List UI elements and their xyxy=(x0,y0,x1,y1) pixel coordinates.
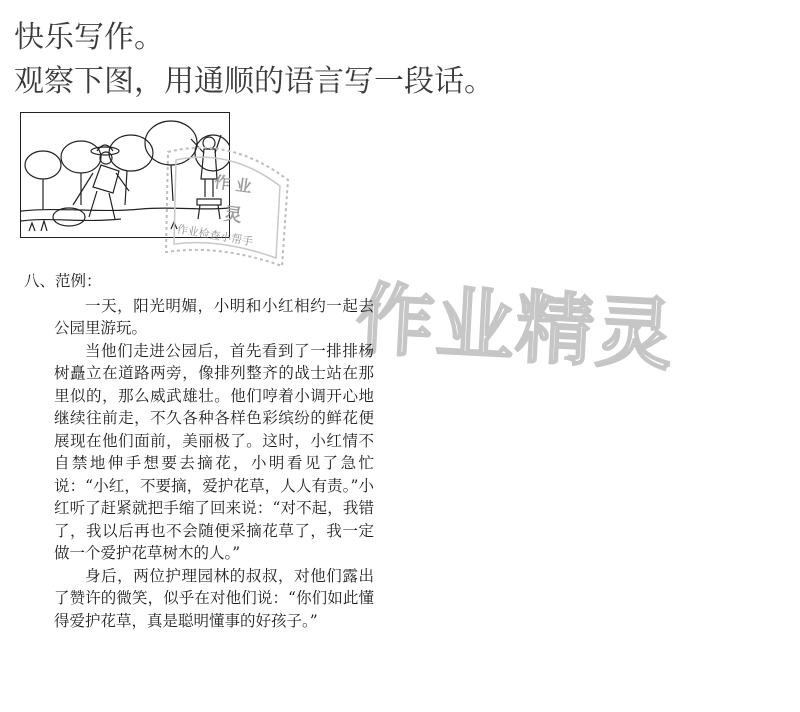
watermark-stamp xyxy=(160,140,296,268)
answer-paragraph-3: 身后，两位护理园林的叔叔，对他们露出了赞许的微笑，似乎在对他们说：“你们如此懂得爱护花草，真是聪明懂事的好孩子。” xyxy=(54,566,374,630)
answer-paragraph-2: 当他们走进公园后，首先看到了一排排杨树矗立在道路两旁，像排列整齐的战士站在那里似的，那么威武雄壮。他们哼着小调开心地继续往前走，不久各种各样色彩缤纷的鲜花便展现在他们面前，美丽极了。这时，小红情不自禁地伸手想要去摘花，小明看见了急忙说：“小红，不要摘，爱护花草，人人有责。”小红听了赶紧就把手缩了回来说：“对不起，我错了，我以后再也不会随便采摘花草了，我一定做一个爱护花草树木的人。” xyxy=(54,341,374,562)
stamp-text-2: 灵 xyxy=(222,203,244,227)
answer-section xyxy=(24,270,374,632)
watermark-logo xyxy=(350,250,670,400)
question-instruction: 观察下图，用通顺的语言写一段话。 xyxy=(14,64,494,99)
stamp-text-3: 作业检查小帮手 xyxy=(175,222,254,249)
stamp-text-1: 作 业 xyxy=(212,172,253,197)
answer-paragraph-1: 一天，阳光明媚，小明和小红相约一起去公园里游玩。 xyxy=(54,296,374,337)
question-title: 快乐写作。 xyxy=(14,20,164,55)
watermark-text: 作业精灵 xyxy=(353,274,670,382)
answer-heading: 八、范例： xyxy=(24,272,102,290)
